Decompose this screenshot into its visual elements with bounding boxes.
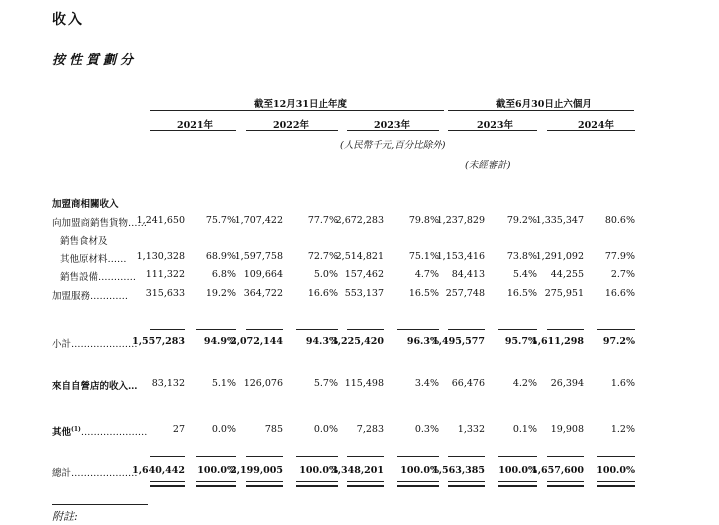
subtotal-rule-4 xyxy=(296,329,338,330)
table-cell: 785 xyxy=(264,424,283,435)
table-cell: 1.6% xyxy=(610,378,635,389)
table-cell: 19,908 xyxy=(550,424,584,435)
subtitle: 按性質劃分 xyxy=(52,53,138,68)
table-cell: 16.6% xyxy=(604,288,635,299)
table-cell: 2,672,283 xyxy=(335,215,384,226)
header-2023: 2023年 xyxy=(374,120,410,131)
table-cell: 1,657,600 xyxy=(531,465,584,476)
table-cell: 100.0% xyxy=(299,465,338,476)
total-top-rule-8 xyxy=(498,456,537,457)
table-cell: 275,951 xyxy=(544,288,584,299)
section-title: 收入 xyxy=(52,12,84,28)
table-cell: 1,563,385 xyxy=(432,465,485,476)
table-cell: 27 xyxy=(172,424,185,435)
table-cell: 3,348,201 xyxy=(331,465,384,476)
table-cell: 109,664 xyxy=(243,269,283,280)
table-cell: 4.7% xyxy=(414,269,439,280)
table-cell: 3,225,420 xyxy=(331,336,384,347)
unit-note: (人民幣千元,百分比除外) xyxy=(340,140,446,151)
row-label-services: 加盟服務………… xyxy=(52,291,129,302)
table-cell: 1,597,758 xyxy=(234,251,283,262)
header-2021: 2021年 xyxy=(177,120,213,131)
subtotal-rule-7 xyxy=(448,329,485,330)
header-year-group: 截至12月31日止年度 xyxy=(254,99,347,110)
others-dots: ………………… xyxy=(80,427,148,438)
others-text: 其他 xyxy=(52,427,72,438)
subtotal-rule-2 xyxy=(196,329,236,330)
table-cell: 77.7% xyxy=(307,215,338,226)
table-cell: 0.0% xyxy=(313,424,338,435)
table-cell: 3.4% xyxy=(414,378,439,389)
table-cell: 2,514,821 xyxy=(335,251,384,262)
rule-2023 xyxy=(347,130,439,131)
total-top-rule-2 xyxy=(196,456,236,457)
table-cell: 2.7% xyxy=(610,269,635,280)
table-cell: 19.2% xyxy=(205,288,236,299)
table-cell: 1,335,347 xyxy=(535,215,584,226)
subtotal-rule-1 xyxy=(150,329,185,330)
row-label-subtotal: 小計………………… xyxy=(52,339,138,350)
table-cell: 315,633 xyxy=(145,288,185,299)
table-cell: 257,748 xyxy=(445,288,485,299)
total-double-rule-7 xyxy=(448,481,485,487)
table-cell: 79.2% xyxy=(506,215,537,226)
total-top-rule-7 xyxy=(448,456,485,457)
table-cell: 79.8% xyxy=(408,215,439,226)
header-h2024: 2024年 xyxy=(578,120,614,131)
total-double-rule-9 xyxy=(547,481,584,487)
table-cell: 1,153,416 xyxy=(436,251,485,262)
table-cell: 1,241,650 xyxy=(136,215,185,226)
table-cell: 5.4% xyxy=(512,269,537,280)
table-cell: 16.6% xyxy=(307,288,338,299)
table-cell: 94.3% xyxy=(305,336,338,347)
table-cell: 77.9% xyxy=(604,251,635,262)
table-cell: 75.7% xyxy=(205,215,236,226)
table-cell: 83,132 xyxy=(151,378,185,389)
total-top-rule-1 xyxy=(150,456,185,457)
footnote-title: 附註: xyxy=(52,510,78,523)
table-cell: 5.0% xyxy=(313,269,338,280)
table-cell: 84,413 xyxy=(451,269,485,280)
total-top-rule-9 xyxy=(547,456,584,457)
table-cell: 126,076 xyxy=(243,378,283,389)
table-cell: 68.9% xyxy=(205,251,236,262)
table-cell: 100.0% xyxy=(596,465,635,476)
total-double-rule-8 xyxy=(498,481,537,487)
table-cell: 100.0% xyxy=(197,465,236,476)
subtotal-rule-5 xyxy=(347,329,384,330)
total-double-rule-10 xyxy=(597,481,635,487)
total-double-rule-3 xyxy=(246,481,283,487)
table-cell: 0.3% xyxy=(414,424,439,435)
row-label-materials: 其他原材料…… xyxy=(60,254,127,265)
header-half-group: 截至6月30日止六個月 xyxy=(496,99,592,110)
table-cell: 1,707,422 xyxy=(234,215,283,226)
rule-2021 xyxy=(150,130,236,131)
table-cell: 1,332 xyxy=(457,424,485,435)
header-h2023: 2023年 xyxy=(477,120,513,131)
table-cell: 111,322 xyxy=(145,269,185,280)
table-cell: 4.2% xyxy=(512,378,537,389)
table-cell: 97.2% xyxy=(602,336,635,347)
header-2022: 2022年 xyxy=(273,120,309,131)
table-cell: 1.2% xyxy=(610,424,635,435)
unaudited-note: (未經審計) xyxy=(465,160,511,171)
table-cell: 16.5% xyxy=(408,288,439,299)
table-cell: 96.3% xyxy=(406,336,439,347)
table-cell: 6.8% xyxy=(211,269,236,280)
table-cell: 26,394 xyxy=(550,378,584,389)
table-cell: 0.1% xyxy=(512,424,537,435)
total-double-rule-1 xyxy=(150,481,185,487)
total-top-rule-6 xyxy=(397,456,439,457)
total-top-rule-4 xyxy=(296,456,338,457)
total-top-rule-3 xyxy=(246,456,283,457)
subtotal-rule-8 xyxy=(498,329,537,330)
table-cell: 1,640,442 xyxy=(132,465,185,476)
header-rule-half xyxy=(448,110,634,111)
row-label-equipment: 銷售設備………… xyxy=(60,272,137,283)
table-cell: 364,722 xyxy=(243,288,283,299)
row-label-others xyxy=(52,424,147,438)
table-cell: 73.8% xyxy=(506,251,537,262)
table-cell: 75.1% xyxy=(408,251,439,262)
footnote-rule xyxy=(52,504,148,505)
table-cell: 1,557,283 xyxy=(132,336,185,347)
subtotal-rule-6 xyxy=(397,329,439,330)
table-cell: 7,283 xyxy=(356,424,384,435)
table-cell: 2,199,005 xyxy=(230,465,283,476)
row-label-total: 總計………………… xyxy=(52,468,138,479)
table-cell: 100.0% xyxy=(400,465,439,476)
table-cell: 66,476 xyxy=(451,378,485,389)
row-label-self-operated: 來自自營店的收入… xyxy=(52,381,138,392)
table-cell: 1,495,577 xyxy=(432,336,485,347)
row-label-goods: 向加盟商銷售貨物…… xyxy=(52,218,148,229)
table-cell: 1,237,829 xyxy=(436,215,485,226)
category-title: 加盟商相關收入 xyxy=(52,199,119,210)
table-cell: 0.0% xyxy=(211,424,236,435)
rule-h2024 xyxy=(547,130,635,131)
table-cell: 94.9% xyxy=(203,336,236,347)
total-double-rule-4 xyxy=(296,481,338,487)
total-double-rule-2 xyxy=(196,481,236,487)
table-cell: 553,137 xyxy=(344,288,384,299)
table-cell: 5.1% xyxy=(211,378,236,389)
footnote-marker: (1) xyxy=(71,425,81,433)
table-cell: 16.5% xyxy=(506,288,537,299)
rule-h2023 xyxy=(448,130,537,131)
table-cell: 5.7% xyxy=(313,378,338,389)
total-double-rule-6 xyxy=(397,481,439,487)
row-label-goods-sub: 銷售食材及 xyxy=(60,236,108,247)
table-cell: 1,130,328 xyxy=(136,251,185,262)
table-cell: 72.7% xyxy=(307,251,338,262)
table-cell: 1,611,298 xyxy=(531,336,584,347)
header-rule-year xyxy=(150,110,444,111)
table-cell: 157,462 xyxy=(344,269,384,280)
table-cell: 44,255 xyxy=(550,269,584,280)
subtotal-rule-9 xyxy=(547,329,584,330)
subtotal-rule-3 xyxy=(246,329,283,330)
table-cell: 1,291,092 xyxy=(535,251,584,262)
rule-2022 xyxy=(246,130,338,131)
table-cell: 100.0% xyxy=(498,465,537,476)
total-double-rule-5 xyxy=(347,481,384,487)
table-cell: 80.6% xyxy=(604,215,635,226)
table-cell: 115,498 xyxy=(344,378,384,389)
total-top-rule-10 xyxy=(597,456,635,457)
table-cell: 95.7% xyxy=(504,336,537,347)
subtotal-rule-10 xyxy=(597,329,635,330)
table-cell: 2,072,144 xyxy=(230,336,283,347)
total-top-rule-5 xyxy=(347,456,384,457)
